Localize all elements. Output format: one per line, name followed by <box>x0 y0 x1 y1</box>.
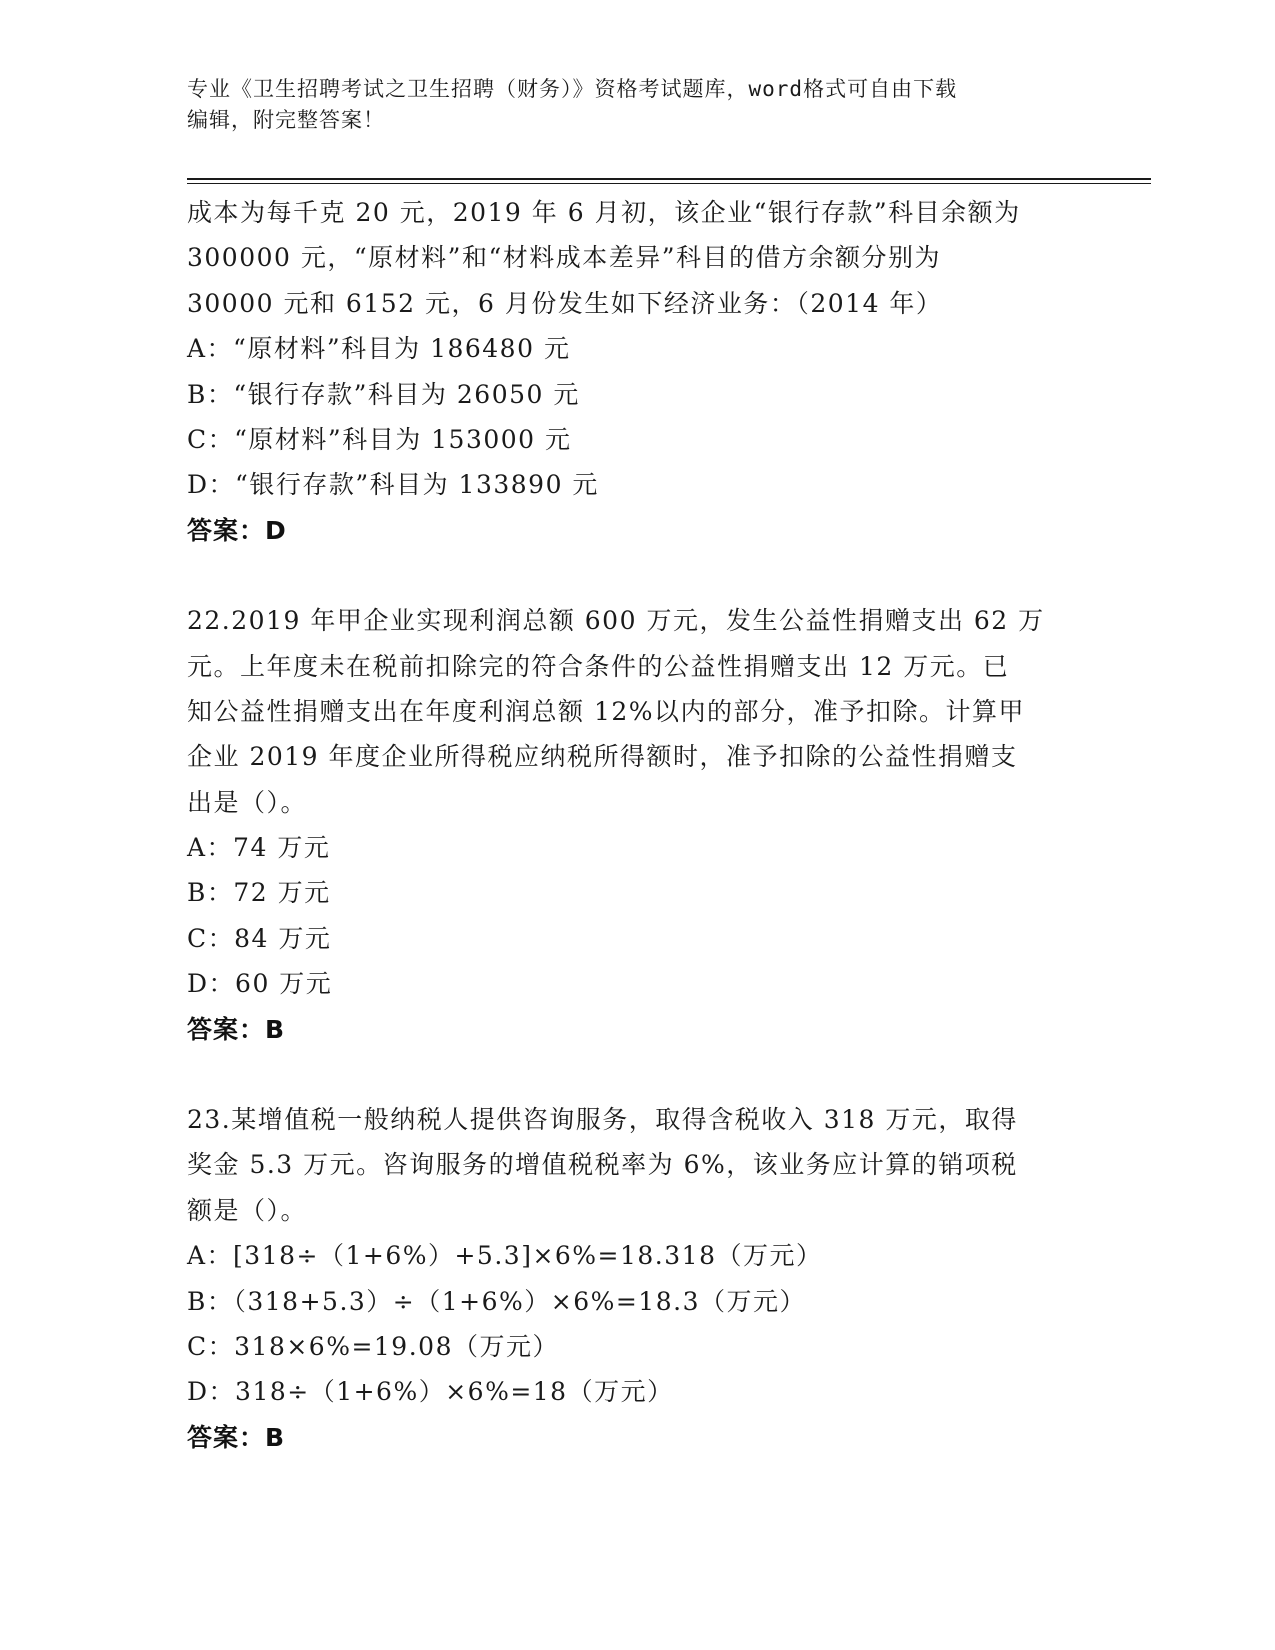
spacer <box>187 1052 1087 1097</box>
question-text-line: 成本为每千克 20 元，2019 年 6 月初，该企业“银行存款”科目余额为 <box>187 198 1021 227</box>
question-23 <box>187 1097 1087 1460</box>
option-c: C：“原材料”科目为 153000 元 <box>187 424 572 454</box>
header-divider-thin <box>187 183 1151 184</box>
question-text-line: 元。上年度未在税前扣除完的符合条件的公益性捐赠支出 12 万元。已 <box>187 651 1010 681</box>
option-d: D：318÷（1+6%）×6%=18（万元） <box>187 1377 674 1407</box>
question-text-line: 300000 元，“原材料”和“材料成本差异”科目的借方余额分别为 <box>187 243 942 273</box>
option-b: B：72 万元 <box>187 878 331 908</box>
question-text-line: 出是（）。 <box>187 787 308 817</box>
option-a: A：74 万元 <box>187 833 331 863</box>
option-b: B：“银行存款”科目为 26050 元 <box>187 379 580 409</box>
question-21 <box>187 190 1087 553</box>
question-text-line: 企业 2019 年度企业所得税应纳税所得额时，准予扣除的公益性捐赠支 <box>187 742 1018 772</box>
option-c: C：84 万元 <box>187 923 332 953</box>
header-line-2: 编辑，附完整答案！ <box>187 108 385 132</box>
option-a: A：[318÷（1+6%）+5.3]×6%=18.318（万元） <box>187 1241 823 1271</box>
document-header <box>187 74 1087 136</box>
answer-label: 答案：B <box>187 1014 286 1044</box>
question-text-line: 22.2019 年甲企业实现利润总额 600 万元，发生公益性捐赠支出 62 万 <box>187 606 1045 636</box>
header-divider-thick <box>187 178 1151 180</box>
option-d: D：60 万元 <box>187 969 333 999</box>
option-a: A：“原材料”科目为 186480 元 <box>187 334 571 364</box>
question-text-line: 23.某增值税一般纳税人提供咨询服务，取得含税收入 318 万元，取得 <box>187 1105 1018 1135</box>
spacer <box>187 553 1087 598</box>
answer-label: 答案：B <box>187 1422 286 1452</box>
question-text-line: 额是（）。 <box>187 1195 308 1225</box>
option-d: D：“银行存款”科目为 133890 元 <box>187 470 599 500</box>
document-body <box>187 190 1087 1460</box>
header-line-1: 专业《卫生招聘考试之卫生招聘（财务）》资格考试题库，word格式可自由下载 <box>187 77 958 101</box>
option-c: C：318×6%=19.08（万元） <box>187 1331 559 1361</box>
answer-label: 答案：D <box>187 515 287 545</box>
question-text-line: 奖金 5.3 万元。咨询服务的增值税税率为 6%，该业务应计算的销项税 <box>187 1150 1018 1180</box>
option-b: B：（318+5.3）÷（1+6%）×6%=18.3（万元） <box>187 1286 806 1316</box>
question-text-line: 30000 元和 6152 元，6 月份发生如下经济业务：（2014 年） <box>187 288 943 318</box>
question-22 <box>187 598 1087 1052</box>
question-text-line: 知公益性捐赠支出在年度利润总额 12%以内的部分，准予扣除。计算甲 <box>187 696 1026 726</box>
